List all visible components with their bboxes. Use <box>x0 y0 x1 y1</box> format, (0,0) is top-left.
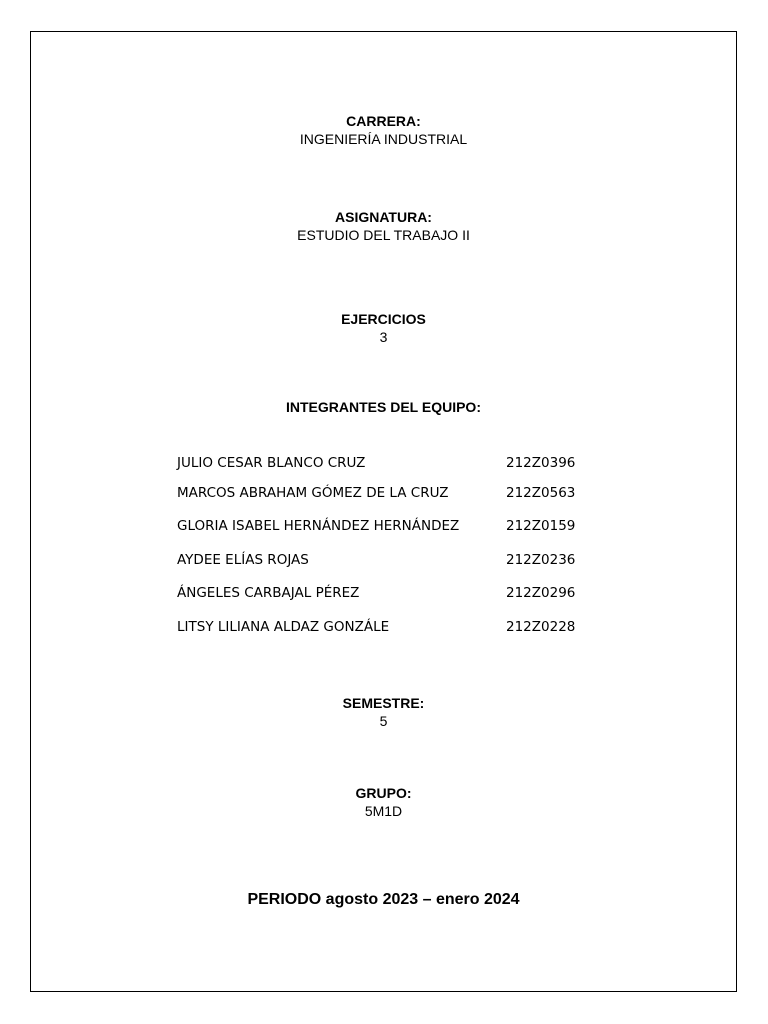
member-id: 212Z0236 <box>506 552 576 568</box>
carrera-value: INGENIERÍA INDUSTRIAL <box>299 131 468 147</box>
member-id: 212Z0296 <box>506 585 576 601</box>
carrera-section <box>31 112 736 148</box>
semestre-value: 5 <box>379 713 388 729</box>
team-member-row <box>31 453 736 473</box>
asignatura-section <box>31 208 736 244</box>
ejercicios-label: EJERCICIOS <box>341 311 426 327</box>
ejercicios-value: 3 <box>379 329 388 345</box>
carrera-label: CARRERA: <box>346 113 421 129</box>
member-name: GLORIA ISABEL HERNÁNDEZ HERNÁNDEZ <box>177 518 460 534</box>
team-member-row <box>31 550 736 570</box>
member-name: JULIO CESAR BLANCO CRUZ <box>177 455 366 471</box>
grupo-label: GRUPO: <box>355 785 412 801</box>
team-member-row <box>31 583 736 603</box>
member-name: AYDEE ELÍAS ROJAS <box>177 552 309 568</box>
member-id: 212Z0396 <box>506 455 576 471</box>
grupo-value: 5M1D <box>364 803 403 819</box>
team-title: INTEGRANTES DEL EQUIPO: <box>286 399 481 415</box>
ejercicios-section <box>31 310 736 346</box>
member-id: 212Z0228 <box>506 619 576 635</box>
team-member-row <box>31 483 736 503</box>
periodo-text: PERIODO agosto 2023 – enero 2024 <box>247 891 520 908</box>
member-id: 212Z0563 <box>506 485 576 501</box>
asignatura-label: ASIGNATURA: <box>335 209 432 225</box>
document-page <box>30 31 737 992</box>
member-id: 212Z0159 <box>506 518 576 534</box>
member-name: LITSY LILIANA ALDAZ GONZÁLE <box>177 619 390 635</box>
grupo-section <box>31 784 736 820</box>
semestre-section <box>31 694 736 730</box>
semestre-label: SEMESTRE: <box>342 695 425 711</box>
member-name: ÁNGELES CARBAJAL PÉREZ <box>177 585 360 601</box>
periodo-section <box>31 891 736 909</box>
team-member-row <box>31 617 736 637</box>
asignatura-value: ESTUDIO DEL TRABAJO II <box>297 227 470 243</box>
member-name: MARCOS ABRAHAM GÓMEZ DE LA CRUZ <box>177 485 449 501</box>
team-section-title <box>31 398 736 417</box>
team-member-row <box>31 516 736 536</box>
